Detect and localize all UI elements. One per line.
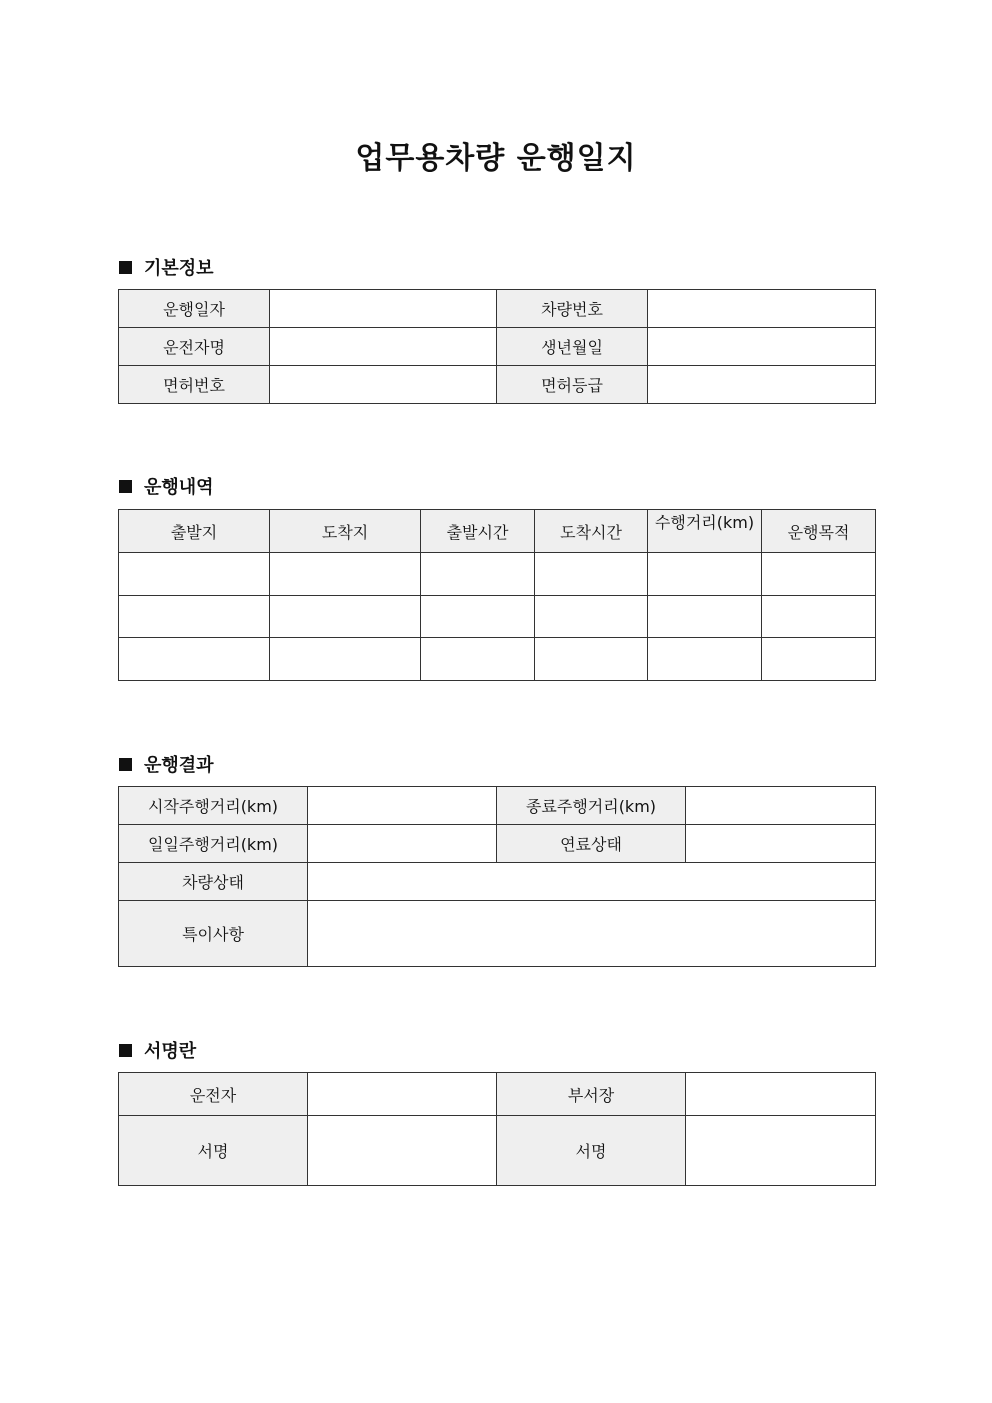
arrival-time-cell[interactable] <box>535 638 648 681</box>
section-heading-signature <box>119 1037 196 1063</box>
daily-mileage-field[interactable] <box>308 825 497 863</box>
license-number-field[interactable] <box>270 366 497 404</box>
column-header-departure-time: 출발시간 <box>421 510 535 553</box>
section-heading-label: 기본정보 <box>144 258 214 279</box>
trip-log-table <box>118 509 876 681</box>
label-vehicle-status: 차량상태 <box>119 863 308 901</box>
section-heading-label: 운행결과 <box>144 755 214 776</box>
label-start-mileage: 시작주행거리(km) <box>119 787 308 825</box>
driver-signature-field[interactable] <box>308 1116 497 1186</box>
departure-time-cell[interactable] <box>421 596 535 638</box>
label-daily-mileage: 일일주행거리(km) <box>119 825 308 863</box>
column-header-arrival-time: 도착시간 <box>535 510 648 553</box>
table-row <box>119 1116 876 1186</box>
basic-info-table <box>118 289 876 404</box>
distance-cell[interactable] <box>648 596 762 638</box>
label-license-number: 면허번호 <box>119 366 270 404</box>
department-head-field[interactable] <box>686 1073 876 1116</box>
purpose-cell[interactable] <box>762 638 876 681</box>
table-row <box>119 825 876 863</box>
birth-date-field[interactable] <box>648 328 876 366</box>
arrival-time-cell[interactable] <box>535 596 648 638</box>
square-bullet-icon <box>119 758 132 771</box>
table-row <box>119 596 876 638</box>
label-vehicle-number: 차량번호 <box>497 290 648 328</box>
table-row <box>119 787 876 825</box>
remarks-field[interactable] <box>308 901 876 967</box>
departure-time-cell[interactable] <box>421 638 535 681</box>
table-header-row <box>119 510 876 553</box>
purpose-cell[interactable] <box>762 596 876 638</box>
table-row <box>119 328 876 366</box>
driver-field[interactable] <box>308 1073 497 1116</box>
driver-name-field[interactable] <box>270 328 497 366</box>
label-birth-date: 생년월일 <box>497 328 648 366</box>
purpose-cell[interactable] <box>762 553 876 596</box>
label-remarks: 특이사항 <box>119 901 308 967</box>
square-bullet-icon <box>119 261 132 274</box>
vehicle-status-field[interactable] <box>308 863 876 901</box>
start-mileage-field[interactable] <box>308 787 497 825</box>
distance-cell[interactable] <box>648 553 762 596</box>
table-row <box>119 1073 876 1116</box>
table-row <box>119 638 876 681</box>
signature-table <box>118 1072 876 1186</box>
label-end-mileage: 종료주행거리(km) <box>497 787 686 825</box>
label-driver-name: 운전자명 <box>119 328 270 366</box>
departure-cell[interactable] <box>119 638 270 681</box>
departure-cell[interactable] <box>119 596 270 638</box>
label-license-grade: 면허등급 <box>497 366 648 404</box>
arrival-cell[interactable] <box>270 553 421 596</box>
distance-cell[interactable] <box>648 638 762 681</box>
table-row <box>119 901 876 967</box>
label-driver: 운전자 <box>119 1073 308 1116</box>
column-header-purpose: 운행목적 <box>762 510 876 553</box>
trip-result-table <box>118 786 876 967</box>
label-trip-date: 운행일자 <box>119 290 270 328</box>
license-grade-field[interactable] <box>648 366 876 404</box>
section-heading-trip-log <box>119 473 214 499</box>
document-title: 업무용차량 운행일지 <box>355 141 637 176</box>
label-fuel-status: 연료상태 <box>497 825 686 863</box>
end-mileage-field[interactable] <box>686 787 876 825</box>
square-bullet-icon <box>119 1044 132 1057</box>
arrival-cell[interactable] <box>270 638 421 681</box>
label-driver-signature: 서명 <box>119 1116 308 1186</box>
section-heading-label: 서명란 <box>144 1041 197 1062</box>
departure-cell[interactable] <box>119 553 270 596</box>
department-head-signature-field[interactable] <box>686 1116 876 1186</box>
label-department-head-signature: 서명 <box>497 1116 686 1186</box>
section-heading-trip-result <box>119 751 214 777</box>
arrival-time-cell[interactable] <box>535 553 648 596</box>
label-department-head: 부서장 <box>497 1073 686 1116</box>
section-heading-label: 운행내역 <box>144 477 214 498</box>
arrival-cell[interactable] <box>270 596 421 638</box>
fuel-status-field[interactable] <box>686 825 876 863</box>
square-bullet-icon <box>119 480 132 493</box>
column-header-departure: 출발지 <box>119 510 270 553</box>
departure-time-cell[interactable] <box>421 553 535 596</box>
trip-date-field[interactable] <box>270 290 497 328</box>
section-heading-basic-info <box>119 254 214 280</box>
column-header-arrival: 도착지 <box>270 510 421 553</box>
table-row <box>119 553 876 596</box>
table-row <box>119 366 876 404</box>
table-row <box>119 863 876 901</box>
table-row <box>119 290 876 328</box>
vehicle-number-field[interactable] <box>648 290 876 328</box>
column-header-distance: 수행거리(km) <box>648 510 762 553</box>
